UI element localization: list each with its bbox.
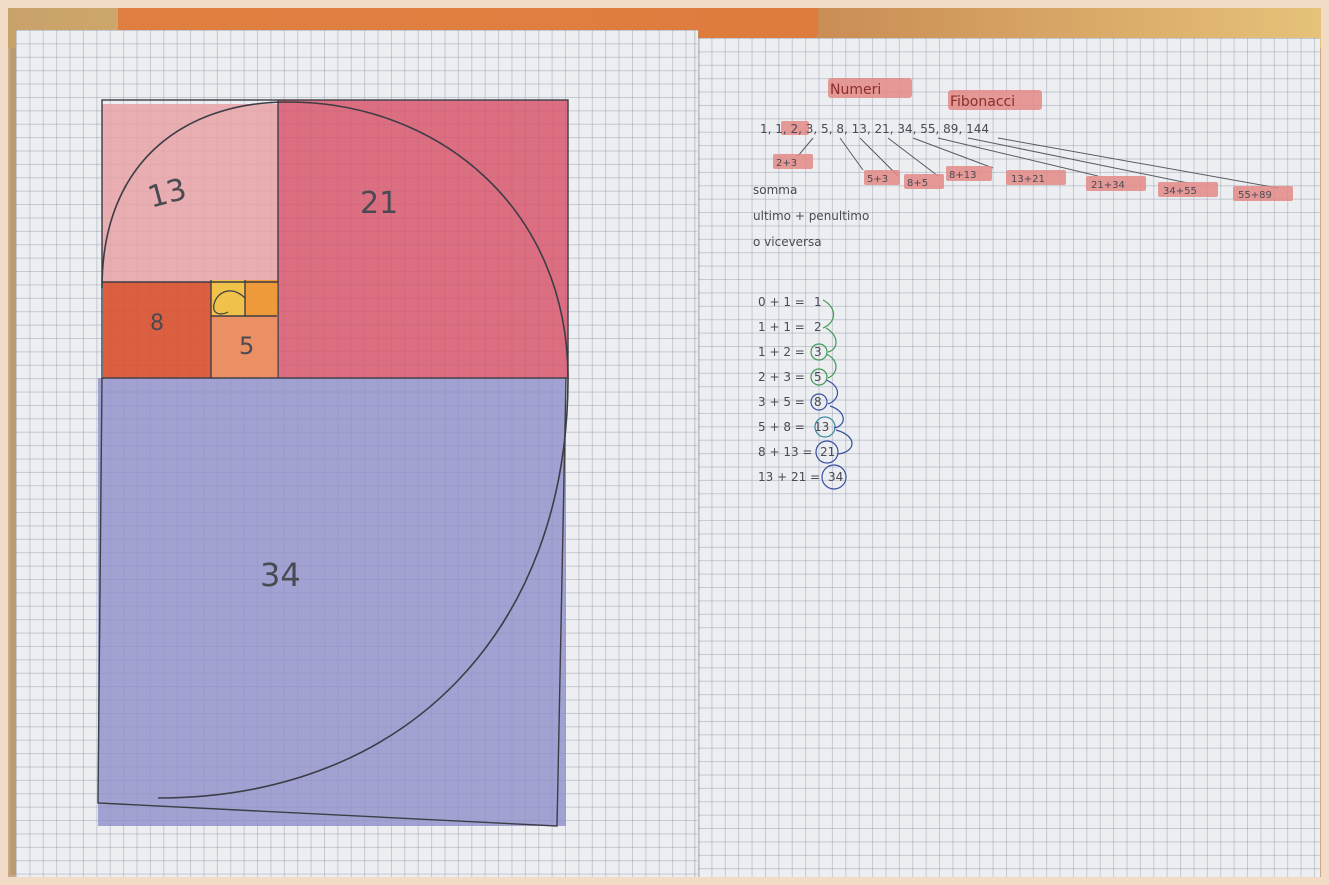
square-21 (278, 100, 568, 378)
equation-6: 8 + 13 = (758, 445, 813, 459)
equation-4: 3 + 5 = (758, 395, 805, 409)
equation-4-result: 8 (814, 395, 822, 409)
equation-5: 5 + 8 = (758, 420, 805, 434)
equation-1: 1 + 1 = (758, 320, 805, 334)
equation-1-result: 2 (814, 320, 822, 334)
equation-3-result: 5 (814, 370, 822, 384)
label-34: 34 (260, 556, 301, 594)
equation-0: 0 + 1 = (758, 295, 805, 309)
sum-5: 21+34 (1091, 180, 1125, 191)
equation-2: 1 + 2 = (758, 345, 805, 359)
equation-0-result: 1 (814, 295, 822, 309)
rule-line-2: ultimo + penultimo (753, 209, 870, 223)
fibonacci-sequence: 1, 1, 2, 3, 5, 8, 13, 21, 34, 55, 89, 144 (760, 122, 989, 136)
sum-4: 13+21 (1011, 174, 1045, 185)
equation-7-result: 34 (828, 470, 844, 484)
equation-6-result: 21 (820, 445, 836, 459)
equation-5-result: 13 (814, 420, 830, 434)
label-5: 5 (239, 332, 255, 360)
title-word-2: Fibonacci (950, 94, 1016, 110)
label-8: 8 (150, 311, 164, 336)
equation-3: 2 + 3 = (758, 370, 805, 384)
square-13 (102, 104, 278, 282)
sum-7: 55+89 (1238, 190, 1272, 201)
fibonacci-drawing (8, 8, 1329, 885)
sum-6: 34+55 (1163, 186, 1197, 197)
equation-2-result: 3 (814, 345, 822, 359)
rule-line-1: somma (753, 183, 798, 197)
sum-1: 5+3 (867, 174, 889, 185)
equation-7: 13 + 21 = (758, 470, 821, 484)
rule-line-3: o viceversa (753, 235, 822, 249)
square-3 (245, 280, 277, 316)
label-13: 13 (144, 171, 191, 216)
sum-2: 8+5 (907, 178, 929, 189)
sum-0: 2+3 (776, 158, 798, 169)
label-21: 21 (360, 186, 399, 221)
sum-3: 8+13 (949, 170, 977, 181)
square-34 (98, 378, 566, 826)
title-word-1: Numeri (830, 82, 882, 98)
